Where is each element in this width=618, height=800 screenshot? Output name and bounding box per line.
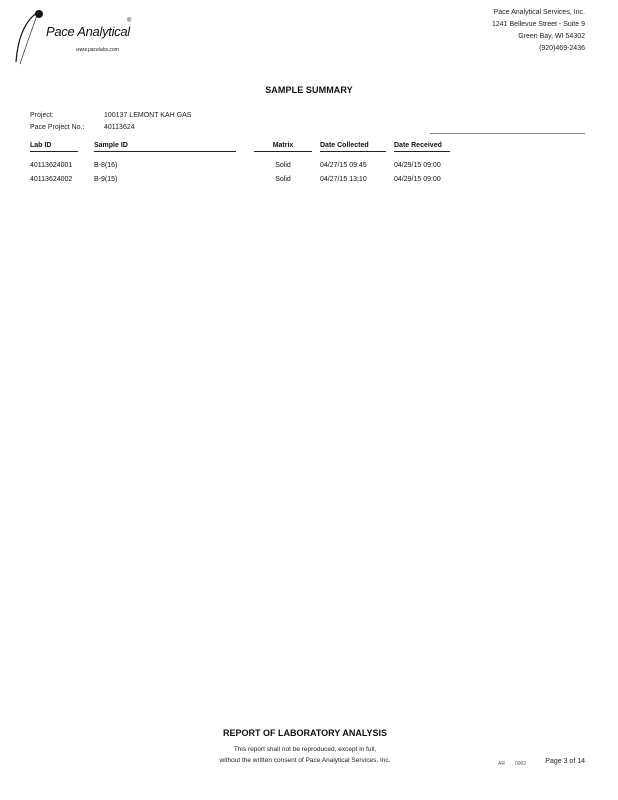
pace-project-value: 40113624 [104,124,135,131]
cell-lab-id: 40113624002 [30,176,73,183]
document-code-2: 0002 [514,761,527,767]
page-number: Page 3 of 14 [545,758,585,765]
header-date-collected: Date Collected [320,142,386,152]
cell-lab-id: 40113624001 [30,162,73,169]
cell-matrix: Solid [275,162,291,169]
table-row [30,176,460,190]
document-code-1: AR [498,761,505,767]
company-address [492,7,585,55]
notice-line-1: This report shall not be reproduced, except in full, [233,746,377,753]
header-sample-id: Sample ID [94,142,236,152]
company-logo [14,6,144,68]
project-label: Project: [30,112,54,119]
divider [430,133,585,134]
company-phone: (920)469-2436 [539,45,585,52]
company-street: 1241 Bellevue Street - Suite 9 [491,21,585,28]
project-value: 100137 LEMONT KAH GAS [104,112,192,119]
company-city: Green Bay, WI 54302 [518,33,585,40]
cell-date-collected: 04/27/15 13:10 [320,176,367,183]
pace-project-label: Pace Project No.: [30,124,85,131]
project-row [30,110,191,122]
company-name: Pace Analytical Services, Inc. [493,9,585,16]
cell-sample-id: B-8(16) [94,162,118,169]
notice-line-2: without the written consent of Pace Analytical Services, Inc. [219,757,391,764]
page-title: SAMPLE SUMMARY [265,85,353,95]
report-title: REPORT OF LABORATORY ANALYSIS [222,728,388,738]
logo-wordmark: Pace Analytical [46,24,130,39]
table-header [30,142,460,156]
logo-url: www.pacelabs.com [76,47,119,53]
header-date-received: Date Received [394,142,450,152]
project-info [30,110,191,134]
registered-mark: ® [127,18,132,24]
document-code [498,761,536,767]
sample-table [30,142,460,190]
pace-project-row [30,122,191,134]
cell-matrix: Solid [275,176,291,183]
cell-sample-id: B-9(15) [94,176,118,183]
cell-date-collected: 04/27/15 09:45 [320,162,367,169]
header-lab-id: Lab ID [30,142,78,152]
table-row [30,162,460,176]
cell-date-received: 04/29/15 09:00 [394,176,441,183]
cell-date-received: 04/29/15 09:00 [394,162,441,169]
header-matrix: Matrix [254,142,312,152]
